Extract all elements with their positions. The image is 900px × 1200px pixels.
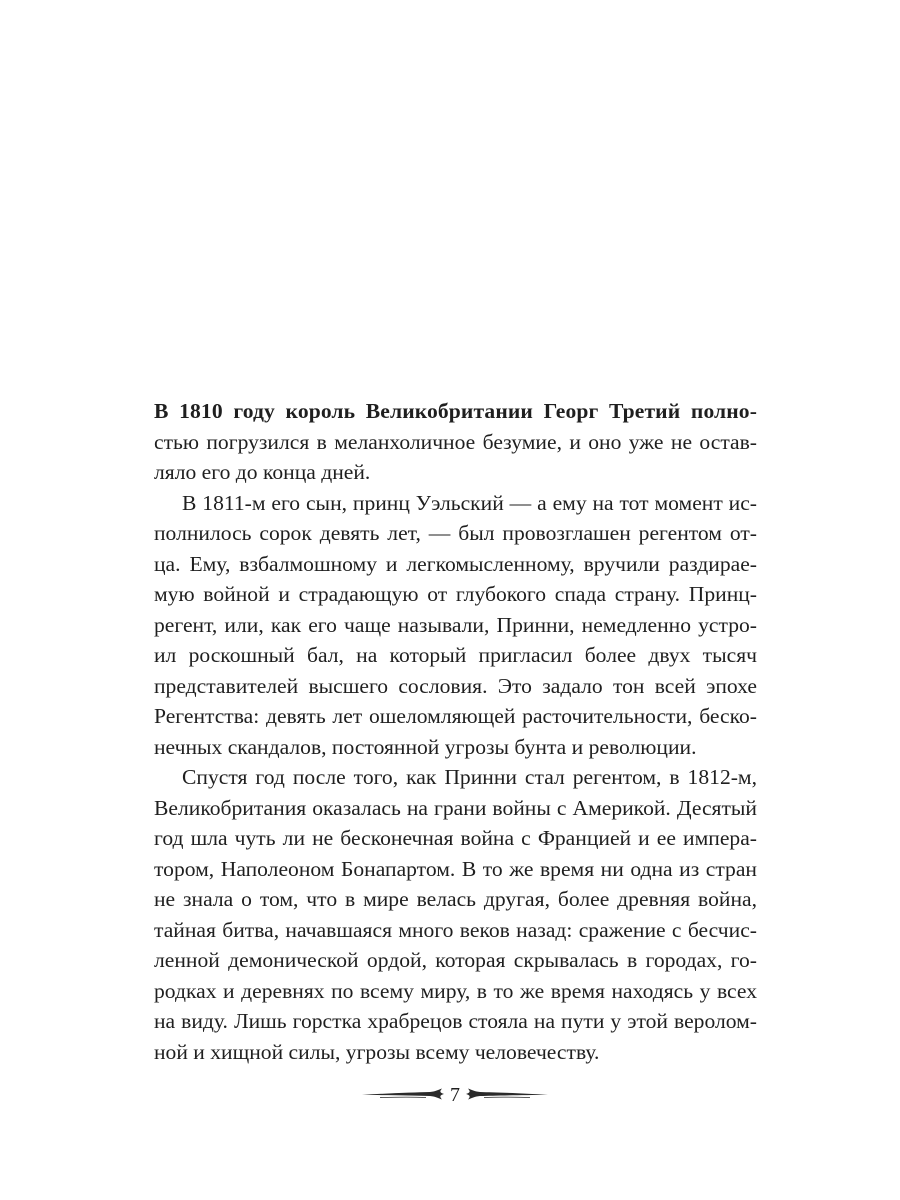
text-line: Спустя год после того, как Принни стал регентом, в 1812-м, — [182, 765, 757, 789]
text-line: тором, Наполеоном Бонапартом. В то же время ни одна из стран — [154, 856, 757, 881]
text-line: мую войной и страдающую от глубокого спада страну. Принц- — [154, 582, 757, 606]
text-line: В 1811-м его сын, принц Уэльский — а ему на тот момент ис- — [182, 490, 757, 515]
text-line: ил роскошный бал, на который пригласил более двух тысяч — [154, 643, 757, 667]
text-line: ленной демонической ордой, которая скрывалась в городах, го- — [154, 948, 757, 972]
text-line: не знала о том, что в мире велась другая, более древняя война, — [154, 887, 757, 911]
paragraph-1 — [154, 396, 757, 488]
page-footer — [360, 1080, 550, 1110]
text-line: нечных скандалов, постоянной угрозы бунта и революции. — [154, 734, 697, 759]
main-text — [154, 396, 757, 1067]
text-line: В 1810 году король Великобритании Георг Третий полно- — [154, 399, 757, 423]
text-line: на виду. Лишь горстка храбрецов стояла на пути у этой веролом- — [154, 1009, 757, 1033]
text-line: стью погрузился в меланхоличное безумие, и оно уже не остав- — [154, 429, 757, 454]
text-line: представителей высшего сословия. Это задало тон всей эпохе — [154, 673, 757, 698]
text-line: Великобритания оказалась на грани войны с Америкой. Десятый — [154, 795, 757, 820]
text-line: Регентства: девять лет ошеломляющей расточительности, беско- — [154, 704, 757, 728]
text-line: ляло его до конца дней. — [154, 460, 371, 484]
text-line: регент, или, как его чаще называли, Принни, немедленно устро- — [154, 612, 757, 637]
text-line: тайная битва, начавшаяся много веков назад: сражение с бесчис- — [154, 917, 757, 942]
text-line: год шла чуть ли не бесконечная война с Францией и ее импера- — [154, 826, 757, 850]
text-line: полнилось сорок девять лет, — был провозглашен регентом от- — [154, 521, 757, 545]
paragraph-2 — [154, 488, 757, 763]
text-line: ца. Ему, взбалмошному и легкомысленному, вручили раздирае- — [154, 551, 757, 576]
paragraph-3 — [154, 762, 757, 1067]
text-line: ной и хищной силы, угрозы всему человечеству. — [154, 1039, 600, 1064]
page-number: 7 — [450, 1084, 460, 1106]
text-line: родках и деревнях по всему миру, в то же время находясь у всех — [154, 978, 757, 1003]
